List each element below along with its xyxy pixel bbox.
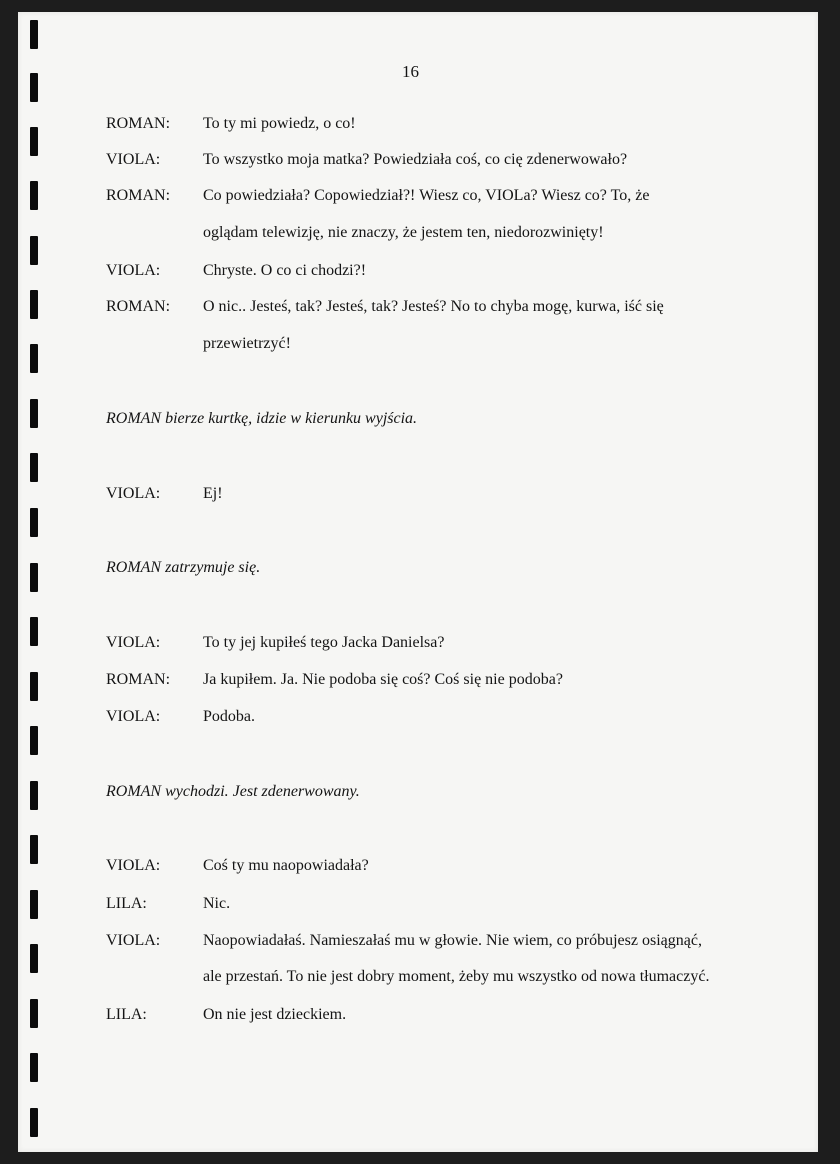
dialogue-line: Naopowiadałaś. Namieszałaś mu w głowie. Nie wiem, co próbujesz osiągnąć, xyxy=(203,932,702,949)
binding-hole xyxy=(30,890,38,919)
binding-hole xyxy=(30,672,38,701)
speaker-label: ROMAN: xyxy=(106,115,171,132)
binding-hole xyxy=(30,508,38,537)
speaker-label: VIOLA: xyxy=(106,262,161,279)
speaker-label: ROMAN: xyxy=(106,671,171,688)
dialogue-line: To ty mi powiedz, o co! xyxy=(203,115,356,132)
speaker-label: VIOLA: xyxy=(106,708,161,725)
dialogue-line: O nic.. Jesteś, tak? Jesteś, tak? Jesteś? No to chyba mogę, kurwa, iść się xyxy=(203,298,664,315)
speaker-label: ROMAN: xyxy=(106,298,171,315)
binding-hole xyxy=(30,290,38,319)
dialogue-line: Ja kupiłem. Ja. Nie podoba się coś? Coś się nie podoba? xyxy=(203,671,563,688)
speaker-label: VIOLA: xyxy=(106,857,161,874)
binding-hole xyxy=(30,73,38,102)
speaker-label: ROMAN: xyxy=(106,187,171,204)
speaker-label: LILA: xyxy=(106,1006,147,1023)
dialogue-line: To ty jej kupiłeś tego Jacka Danielsa? xyxy=(203,634,445,651)
binding-hole xyxy=(30,617,38,646)
dialogue-continuation: przewietrzyć! xyxy=(203,335,291,352)
stage-direction: ROMAN bierze kurtkę, idzie w kierunku wyjścia. xyxy=(106,410,418,427)
dialogue-continuation: oglądam telewizję, nie znaczy, że jestem ten, niedorozwinięty! xyxy=(203,224,604,241)
speaker-label: VIOLA: xyxy=(106,932,161,949)
dialogue-continuation: ale przestań. To nie jest dobry moment, żeby mu wszystko od nowa tłumaczyć. xyxy=(203,968,710,985)
speaker-label: LILA: xyxy=(106,895,147,912)
dialogue-line: Ej! xyxy=(203,485,223,502)
binding-hole xyxy=(30,944,38,973)
binding-hole xyxy=(30,999,38,1028)
binding-hole xyxy=(30,181,38,210)
spiral-binding xyxy=(30,0,40,1164)
dialogue-line: Chryste. O co ci chodzi?! xyxy=(203,262,367,279)
dialogue-line: Co powiedziała? Copowiedział?! Wiesz co, VIOLa? Wiesz co? To, że xyxy=(203,187,650,204)
binding-hole xyxy=(30,20,38,49)
dialogue-line: Nic. xyxy=(203,895,231,912)
binding-hole xyxy=(30,344,38,373)
binding-hole xyxy=(30,127,38,156)
binding-hole xyxy=(30,835,38,864)
binding-hole xyxy=(30,781,38,810)
binding-hole xyxy=(30,453,38,482)
dialogue-line: Coś ty mu naopowiadała? xyxy=(203,857,369,874)
binding-hole xyxy=(30,563,38,592)
page-number: 16 xyxy=(402,62,419,81)
dialogue-line: On nie jest dzieckiem. xyxy=(203,1006,347,1023)
stage-direction: ROMAN wychodzi. Jest zdenerwowany. xyxy=(106,783,360,800)
binding-hole xyxy=(30,1053,38,1082)
binding-hole xyxy=(30,1108,38,1137)
binding-hole xyxy=(30,236,38,265)
dialogue-line: Podoba. xyxy=(203,708,255,725)
binding-hole xyxy=(30,726,38,755)
speaker-label: VIOLA: xyxy=(106,151,161,168)
speaker-label: VIOLA: xyxy=(106,634,161,651)
binding-hole xyxy=(30,399,38,428)
stage-direction: ROMAN zatrzymuje się. xyxy=(106,559,261,576)
speaker-label: VIOLA: xyxy=(106,485,161,502)
dialogue-line: To wszystko moja matka? Powiedziała coś, co cię zdenerwowało? xyxy=(203,151,628,168)
